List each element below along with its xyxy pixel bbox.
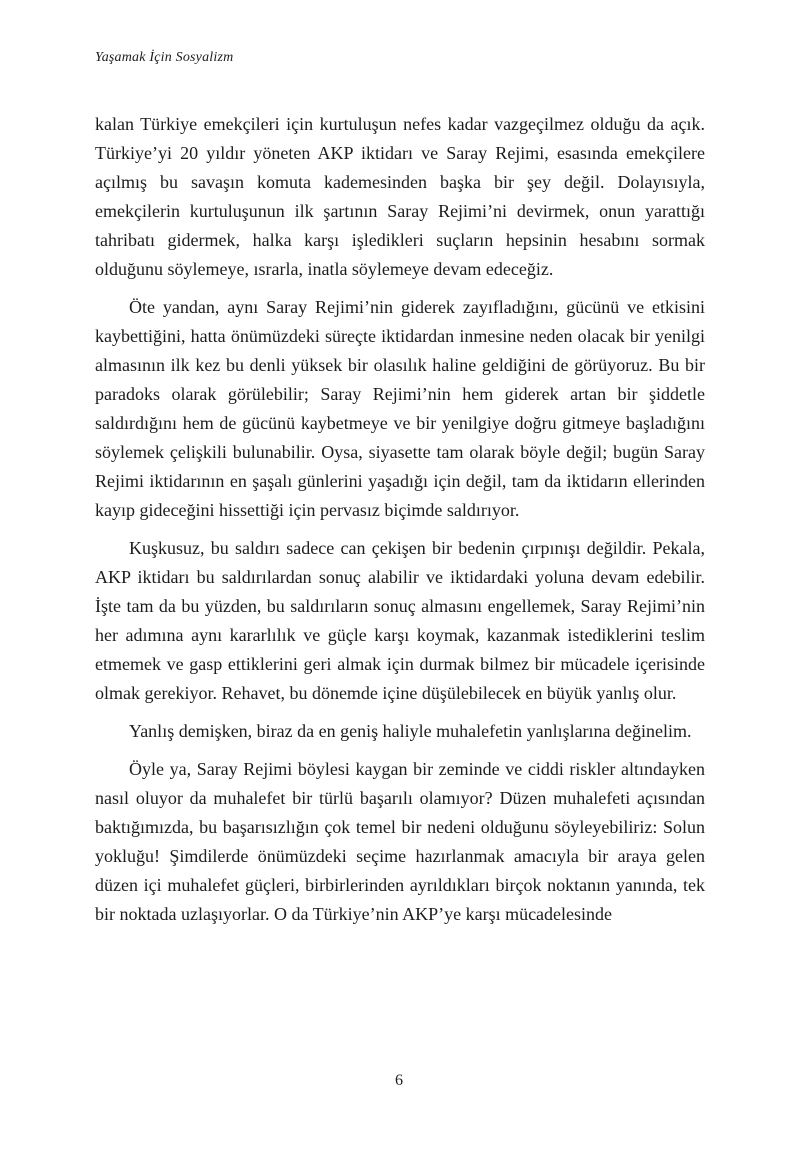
paragraph: Kuşkusuz, bu saldırı sadece can çekişen bir bedenin çırpınışı değildir. Pekala, AKP iktidarı bu saldırılardan sonuç alabilir ve iktidardaki yoluna devam edebilir. İşte tam da bu yüzden, bu saldırıların sonuç almasını engellemek, Saray Rejimi’nin her adımına aynı kararlılık ve güçle karşı koymak, kazanmak istediklerini teslim etmemek ve gasp ettiklerini geri almak için durmak bilmez bir mücadele içerisinde olmak gerekiyor. Rehavet, bu dönemde içine düşülebilecek en büyük yanlış olur. [95,538,705,703]
running-header: Yaşamak İçin Sosyalizm [95,50,234,65]
paragraph: Yanlış demişken, biraz da en geniş haliyle muhalefetin yanlışlarına değinelim. [129,721,692,741]
page-number: 6 [395,1072,403,1089]
body-text [95,110,705,938]
paragraph: Öte yandan, aynı Saray Rejimi’nin giderek zayıfladığını, gücünü ve etkisini kaybettiğini, hatta önümüzdeki süreçte iktidardan inmesine neden olacak bir yenilgi almasının ilk kez bu denli yüksek bir olasılık haline geldiğini de görüyoruz. Bu bir paradoks olarak görülebilir; Saray Rejimi’nin hem giderek artan bir şiddetle saldırdığını hem de gücünü kaybetmeye ve bir yenilgiye doğru gitmeye başladığını söylemek çelişkili bulunabilir. Oysa, siyasette tam olarak böyle değil; bugün Saray Rejimi iktidarının en şaşalı günlerini yaşadığı için değil, tam da iktidarın ellerinden kayıp gideceğini hissettiği için pervasız biçimde saldırıyor. [95,297,705,520]
paragraph: Öyle ya, Saray Rejimi böylesi kaygan bir zeminde ve ciddi riskler altındayken nasıl oluyor da muhalefet bir türlü başarılı olamıyor? Düzen muhalefeti açısından baktığımızda, bu başarısızlığın çok temel bir nedeni olduğunu söyleyebiliriz: Solun yokluğu! Şimdilerde önümüzdeki seçime hazırlanmak amacıyla bir araya gelen düzen içi muhalefet güçleri, birbirlerinden ayrıldıkları birçok noktanın yanında, tek bir noktada uzlaşıyorlar. O da Türkiye’nin AKP’ye karşı mücadelesinde [95,759,705,924]
paragraph: kalan Türkiye emekçileri için kurtuluşun nefes kadar vazgeçilmez olduğu da açık. Türkiye’yi 20 yıldır yöneten AKP iktidarı ve Saray Rejimi, esasında emekçilere açılmış bu savaşın komuta kademesinden başka bir şey değil. Dolayısıyla, emekçilerin kurtuluşunun ilk şartının Saray Rejimi’ni devirmek, onun yarattığı tahribatı gidermek, halka karşı işledikleri suçların hepsinin hesabını sormak olduğunu söylemeye, ısrarla, inatla söylemeye devam edeceğiz. [95,114,705,279]
